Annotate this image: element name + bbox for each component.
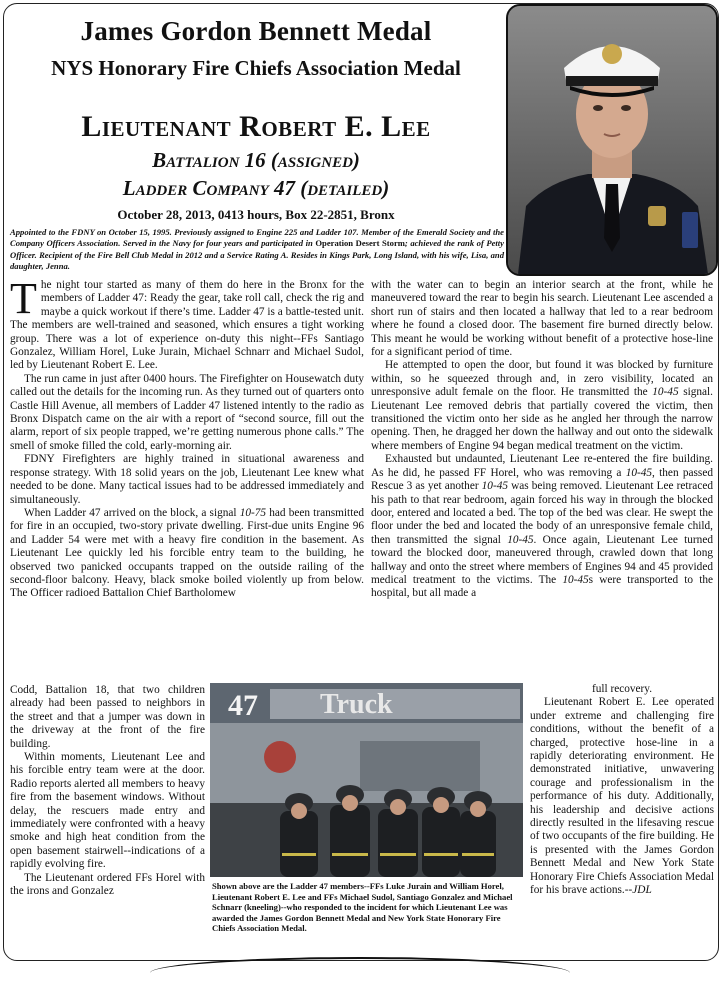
article-column-3 (530, 683, 714, 898)
bottom-arc-decoration (150, 957, 570, 989)
article-paragraph: Codd, Battalion 18, that two children already had been passed to neighbors in the street and that a jumper was down in the driveway at the front of the fire building. (10, 684, 205, 750)
article-column-1 (10, 274, 365, 601)
medal-title: James Gordon Bennett Medal (80, 16, 432, 46)
incident-details: October 28, 2013, 0413 hours, Box 22-2851, Bronx (117, 207, 395, 222)
honoree-bio: Appointed to the FDNY on October 15, 1995. Previously assigned to Engine 225 and Ladder 107. Member of the Emerald Society and the Company Officers Association. Served in the Navy for four years and participated in Operation Desert Storm; achieved the rank of Petty Officer. Recipient of the Fire Bell Club Medal in 2012 and a Service Rating A. Resides in Kings Park, Long Island, with his wife, Lisa, and daughter, Jenna. (10, 227, 504, 272)
crew-photo (210, 683, 523, 877)
drop-cap: T (10, 274, 37, 323)
article-paragraph: Lieutenant Robert E. Lee operated under extreme and challenging fire conditions, without the benefit of a charged, protective hose-line in a rapidly deteriorating environment. He demonstrated initiative, unwavering courage and professionalism in the performance of his duty. Additionally, his leadership and decisive actions directly resulted in the lifesaving rescue of two occupants of the fire building. He is presented with the James Gordon Bennett Medal and New York State Honorary Fire Chiefs Association Medal for his brave actions.--JDL (530, 696, 714, 897)
article-column-1-lower (10, 684, 205, 899)
assignment-battalion: Battalion 16 (assigned) (152, 148, 360, 172)
honoree-name: Lieutenant Robert E. Lee (81, 110, 431, 143)
assignment-ladder: Ladder Company 47 (detailed) (122, 176, 390, 200)
crew-photo-caption: Shown above are the Ladder 47 members--FFs Luke Jurain and William Horel, Lieutenant Robert E. Lee and FFs Michael Sudol, Santiago Gonzalez and Michael Schnarr (kneeling)--who responded to the incident for which Lieutenant Lee was awarded the James Gordon Bennett Medal and New York State Honorary Fire Chiefs Association Medal. (212, 881, 513, 934)
portrait-image (508, 6, 716, 274)
article-paragraph: Exhausted but undaunted, Lieutenant Lee re-entered the fire building. As he did, he passed FF Horel, who was removing a 10-45, then passed Rescue 3 as yet another 10-45 was being removed. Lieutenant Lee retraced his path to that rear bedroom, again forced his way in through the blocked door, entered and located a bed. The top of the bed was clear. He swept the floor under the bed and located the body of an unresponsive female child, then transmitted the signal 10-45. Once again, Lieutenant Lee turned toward the blocked door, maneuvered through, crawled down that long hallway and onto the street where members of Engines 94 and 45 provided medical treatment to the victims. The 10-45s were transported to the hospital, but all made a (371, 453, 713, 600)
medal-subtitle: NYS Honorary Fire Chiefs Association Medal (51, 56, 461, 80)
author-signoff: JDL (632, 884, 652, 897)
article-paragraph: When Ladder 47 arrived on the block, a signal 10-75 had been transmitted for fire in an occupied, two-story private dwelling. First-due units Engine 96 and Ladder 54 were met with a heavy fire condition in the basement. As Lieutenant Lee quickly led his forcible entry team to the building, he observed two panicked occupants trapped on the outside railing of the second-floor balcony. Heavy, black smoke boiled violently up from below. The Officer radioed Battalion Chief Bartholomew (10, 506, 365, 600)
article-paragraph: The run came in just after 0400 hours. The Firefighter on Housewatch duty called out the details for the incoming run. As they turned out of quarters onto Castle Hill Avenue, all members of Ladder 47 listened intently to the radio as Bronx Dispatch came on the air with a report of “second source, fill out the alarm, report of six people trapped, we’re getting numerous phone calls.” The smell of smoke filled the cold, early-morning air. (10, 372, 364, 452)
truck-word: Truck (320, 689, 393, 720)
article-column-2 (371, 279, 713, 601)
article-paragraph: FDNY Firefighters are highly trained in situational awareness and response strategy. With 18 solid years on the job, Lieutenant Lee knew what needed to be done. Many tactical issues had to be addressed immediately and simultaneously. (10, 453, 364, 506)
article-paragraph: with the water can to begin an interior search at the front, while he maneuvered toward the rear to begin his search. Lieutenant Lee ascended a short run of stairs and then located a hallway that led to a rear bedroom where he found a closed door. The basement fire burned directly below. This meant he would be working without benefit of a protective hose-line for a significant period of time. (371, 279, 713, 359)
article-paragraph: The night tour started as many of them do here in the Bronx for the members of Ladder 47: Ready the gear, take roll call, check the rig and maybe a quick workout if there’s time. Ladder 47 is a battle-tested unit. The members are well-trained and seasoned, which ensures a tight working group. There was a lot of experience on-duty this night--FFs Santiago Gonzalez, William Horel, Luke Jurain, Michael Schnarr and Michael Sudol, led by Lieutenant Robert E. Lee. (10, 274, 365, 372)
crew-image (210, 683, 523, 877)
article-paragraph: He attempted to open the door, but found it was blocked by furniture within, so he squeezed through and, in zero visibility, located an unresponsive adult female on the floor. He transmitted the 10-45 signal. Lieutenant Lee removed debris that partially covered the victim, then transitioned the victim onto her side as he angled her through the narrow opening. Then, he dragged her down the hallway and out onto the sidewalk where members of Engine 94 began medical treatment on the victim. (371, 359, 714, 452)
article-paragraph: The Lieutenant ordered FFs Horel with the irons and Gonzalez (10, 871, 205, 898)
article-paragraph: Within moments, Lieutenant Lee and his forcible entry team were at the door. Radio reports alerted all members to heavy fire from the basement windows. Without delay, the rescuers made entry and immediately were confronted with a heavy smoke and high heat condition from the open basement stairwell--indications of a rapidly evolving fire. (10, 751, 205, 871)
truck-number: 47 (228, 689, 258, 722)
portrait-photo (506, 4, 718, 276)
article-paragraph: full recovery. (591, 683, 653, 695)
